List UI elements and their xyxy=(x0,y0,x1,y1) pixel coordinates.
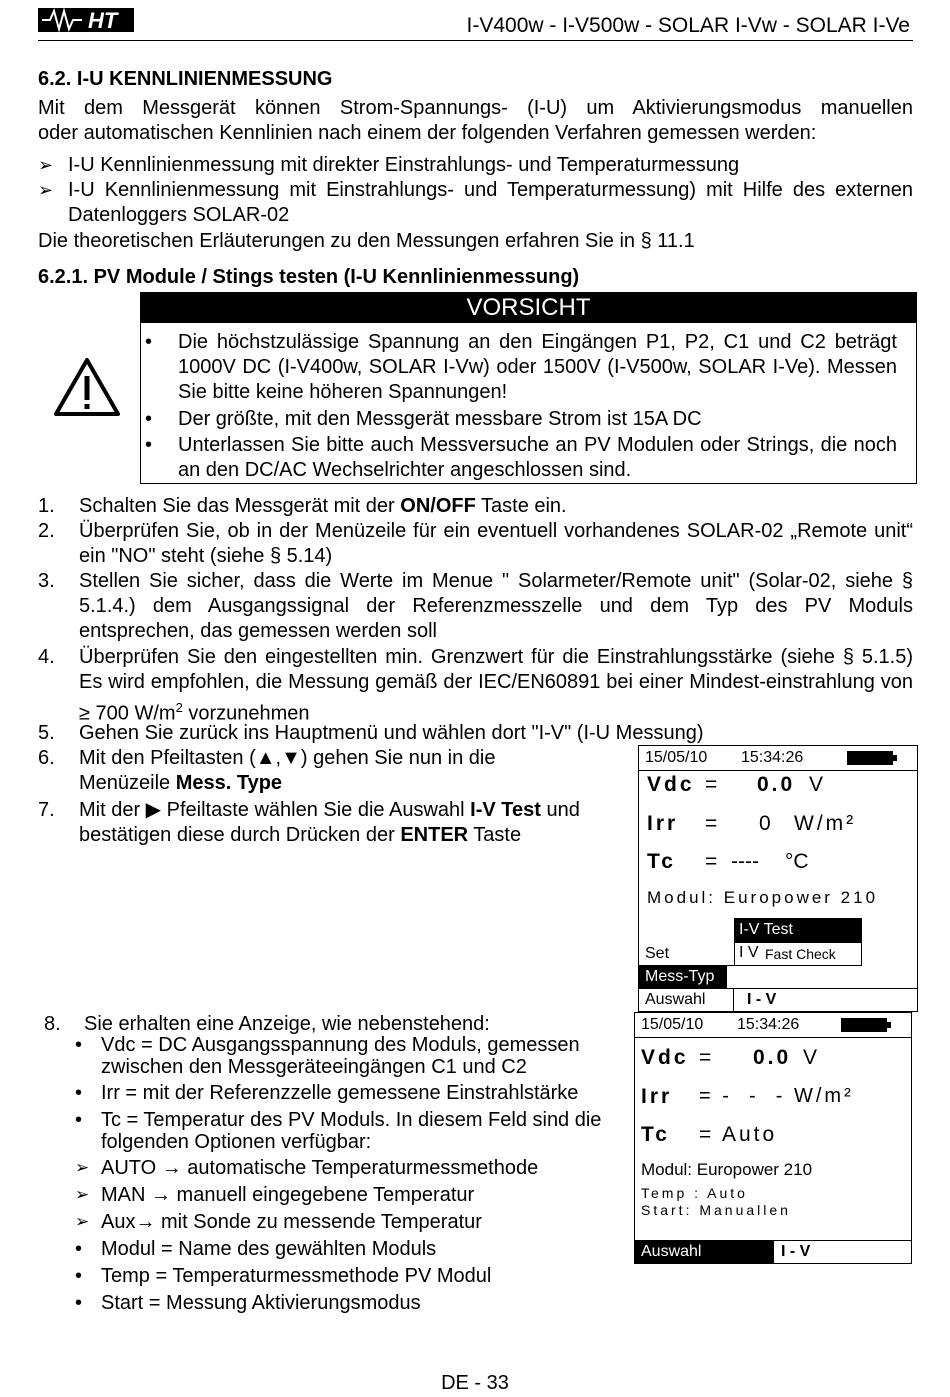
vdc-equals: = xyxy=(699,1046,712,1069)
vdc-label: Vdc xyxy=(647,773,695,796)
step-text: Gehen Sie zurück ins Hauptmenü und wählen dort "I-V" (I-U Messung) xyxy=(79,722,704,744)
set-label: Set xyxy=(645,945,670,962)
step-text-part: Taste xyxy=(468,824,522,846)
explain-text: Vdc = DC Ausgangsspannung des Moduls, gemessen zwischen den Messgeräteeingängen C1 und C2 xyxy=(101,1034,580,1078)
ht-logo xyxy=(38,6,134,34)
warning-triangle-icon xyxy=(52,356,122,418)
theory-note: Die theoretischen Erläuterungen zu den Messungen erfahren Sie in § 11.1 xyxy=(38,230,695,252)
key-name: ON/OFF xyxy=(400,495,476,517)
explain-text: Temp = Temperaturmessmethode PV Modul xyxy=(101,1265,492,1287)
step-text xyxy=(79,645,913,727)
screen-divider xyxy=(639,770,917,771)
screen-divider xyxy=(733,988,734,1012)
header-divider xyxy=(38,40,913,41)
warning-text: Die höchstzulässige Spannung an den Eingängen P1, P2, C1 und C2 beträgt 1000V DC (I-V400w, SOLAR I-Vw) oder 1500V (I-V500w, SOLAR I-Ve). Messen Sie bitte keine höheren Spannungen! xyxy=(178,331,897,403)
module-name: Modul: Europower 210 xyxy=(641,1160,813,1179)
arrow-icon: ➢ xyxy=(38,180,54,200)
option-fast-check-row[interactable] xyxy=(734,942,862,966)
battery-icon xyxy=(841,1018,887,1032)
section-title: 6.2. I-U KENNLINIENMESSUNG xyxy=(38,68,333,90)
vdc-unit: V xyxy=(809,773,824,796)
vdc-label: Vdc xyxy=(641,1046,689,1069)
auswahl-value[interactable]: I - V xyxy=(781,1243,811,1260)
option-text: I-U Kennlinienmessung mit direkter Einstrahlungs- und Temperaturmessung xyxy=(68,154,740,176)
bullet-icon: • xyxy=(145,331,153,353)
irr-value: = - - - W/m² xyxy=(699,1085,854,1107)
auswahl-value[interactable]: I - V xyxy=(747,991,777,1008)
vdc-equals: = xyxy=(705,773,718,796)
step-number: 4. xyxy=(38,646,55,668)
intro-line-2: oder automatischen Kennlinien nach einem der folgenden Verfahren gemessen werden: xyxy=(38,122,817,144)
subsection-title: 6.2.1. PV Module / Stings testen (I-U Kennlinienmessung) xyxy=(38,266,580,288)
step-text xyxy=(79,494,913,519)
irr-value: 0 xyxy=(759,812,771,835)
step-number: 1. xyxy=(38,495,55,517)
option-iv: I V xyxy=(739,944,759,961)
tc-value: ---- xyxy=(731,850,759,873)
step-text-part: Schalten Sie das Messgerät mit der xyxy=(79,495,401,517)
bullet-icon: • xyxy=(75,1082,83,1104)
warning-title: VORSICHT xyxy=(141,293,916,323)
temp-setting: Temp : Auto xyxy=(641,1185,748,1201)
screen-date: 15/05/10 xyxy=(645,749,708,766)
mess-typ-label[interactable]: Mess-Typ xyxy=(639,966,727,988)
module-name: Modul: Europower 210 xyxy=(647,888,879,907)
bullet-icon: • xyxy=(75,1034,83,1056)
tc-value: = Auto xyxy=(699,1123,778,1146)
menu-name: Mess. Type xyxy=(175,772,283,794)
option-iv-test[interactable]: I-V Test xyxy=(734,918,862,942)
vdc-unit: V xyxy=(803,1046,818,1069)
tc-label: Tc xyxy=(647,850,676,873)
arrow-icon: ➢ xyxy=(75,1212,90,1231)
option-fast-check: Fast Check xyxy=(765,946,836,962)
step-text-part: Mit den Pfeiltasten (▲,▼) gehen Sie nun in die xyxy=(79,747,496,769)
step-text-part: Überprüfen Sie den eingestellten min. Grenzwert für die Einstrahlungsstärke (siehe § 5.1.5) Es wird empfohlen, die Messung gemäß der IEC/EN60891 bei einer Mindest-einstrahlung von ≥ 700 W/m xyxy=(79,646,913,725)
step-text xyxy=(79,798,638,848)
page-number: DE - 33 xyxy=(441,1372,509,1394)
step-text: Sie erhalten eine Anzeige, wie nebenstehend: xyxy=(84,1013,490,1035)
irr-equals: = xyxy=(705,812,718,835)
step-text-part: vorzunehmen xyxy=(182,702,310,725)
battery-icon xyxy=(847,751,893,765)
bullet-icon: • xyxy=(145,434,153,456)
warning-text: Der größte, mit den Messgerät messbare Strom ist 15A DC xyxy=(178,408,702,430)
vdc-value: 0.0 xyxy=(757,773,796,796)
tc-unit: °C xyxy=(785,850,809,873)
bullet-icon: • xyxy=(75,1238,83,1260)
bullet-icon: • xyxy=(75,1109,83,1131)
arrow-icon: ➢ xyxy=(75,1158,90,1177)
step-text-part: Menüzeile xyxy=(79,772,176,794)
tc-label: Tc xyxy=(641,1123,670,1146)
auswahl-label: Auswahl xyxy=(635,1241,774,1263)
superscript: 2 xyxy=(175,700,183,715)
logo-text: HT xyxy=(88,8,118,33)
screen-divider xyxy=(639,988,917,989)
irr-unit: W/m² xyxy=(794,812,857,835)
bullet-icon: • xyxy=(145,408,153,430)
vdc-value: 0.0 xyxy=(753,1046,792,1069)
screen-date: 15/05/10 xyxy=(641,1016,704,1033)
explain-text: Irr = mit der Referenzzelle gemessene Einstrahlstärke xyxy=(101,1082,579,1104)
screen-divider xyxy=(635,1037,911,1038)
irr-label: Irr xyxy=(647,812,679,835)
option-text: I-U Kennlinienmessung mit Einstrahlungs- und Temperaturmessung) mit Hilfe des externen Datenloggers SOLAR-02 xyxy=(68,179,913,226)
key-name: ENTER xyxy=(400,824,469,846)
step-number: 2. xyxy=(38,520,55,542)
start-setting: Start: Manuallen xyxy=(641,1202,791,1218)
auswahl-label: Auswahl xyxy=(645,991,706,1008)
arrow-icon: ➢ xyxy=(75,1185,90,1204)
arrow-icon: ➢ xyxy=(38,155,54,175)
device-screen-1 xyxy=(638,745,918,1012)
explain-text: AUTO → automatische Temperaturmessmethode xyxy=(101,1157,539,1179)
explain-text: Start = Messung Aktivierungsmodus xyxy=(101,1292,421,1314)
explain-text: Aux→ mit Sonde zu messende Temperatur xyxy=(101,1211,482,1233)
bullet-icon: • xyxy=(75,1292,83,1314)
step-text-part: Taste ein. xyxy=(475,495,567,517)
step-number: 3. xyxy=(38,570,55,592)
step-text-part: Mit der ▶ Pfeiltaste wählen Sie die Auswahl xyxy=(79,799,471,821)
explain-text: MAN → manuell eingegebene Temperatur xyxy=(101,1184,475,1206)
screen-time: 15:34:26 xyxy=(737,1016,800,1033)
explain-text: Modul = Name des gewählten Moduls xyxy=(101,1238,437,1260)
warning-text: Unterlassen Sie bitte auch Messversuche an PV Modulen oder Strings, die noch an den DC/AC Wechselrichter angeschlossen sind. xyxy=(178,434,897,481)
step-number: 8. xyxy=(44,1013,61,1035)
step-number: 6. xyxy=(38,747,55,769)
document-title: I-V400w - I-V500w - SOLAR I-Vw - SOLAR I-Ve xyxy=(466,14,910,37)
screen-time: 15:34:26 xyxy=(741,749,804,766)
irr-label: Irr xyxy=(641,1085,673,1108)
intro-line-1: Mit dem Messgerät können Strom-Spannungs- (I-U) um Aktivierungsmodus manuellen xyxy=(38,97,913,119)
option-name: I-V Test xyxy=(470,799,541,821)
step-number: 7. xyxy=(38,799,55,821)
bullet-icon: • xyxy=(75,1265,83,1287)
step-text: Überprüfen Sie, ob in der Menüzeile für ein eventuell vorhandenes SOLAR-02 „Remote unit“ ein "NO" steht (siehe § 5.14) xyxy=(79,520,913,567)
screen-divider xyxy=(635,1240,911,1241)
step-text: Stellen Sie sicher, dass die Werte im Menue " Solarmeter/Remote unit" (Solar-02, siehe § 5.1.4.) dem Ausgangssignal der Referenzmesszelle und dem Typ des PV Moduls entsprechen, das gemessen werden soll xyxy=(79,570,913,642)
step-number: 5. xyxy=(38,722,55,744)
device-screen-2 xyxy=(634,1012,912,1264)
step-text xyxy=(79,746,638,796)
explain-text: Tc = Temperatur des PV Moduls. In diesem Feld sind die folgenden Optionen verfügbar: xyxy=(101,1109,602,1153)
step-text-part: und xyxy=(540,799,580,821)
tc-equals: = xyxy=(705,850,718,873)
step-text-part: bestätigen diese durch Drücken der xyxy=(79,824,401,846)
